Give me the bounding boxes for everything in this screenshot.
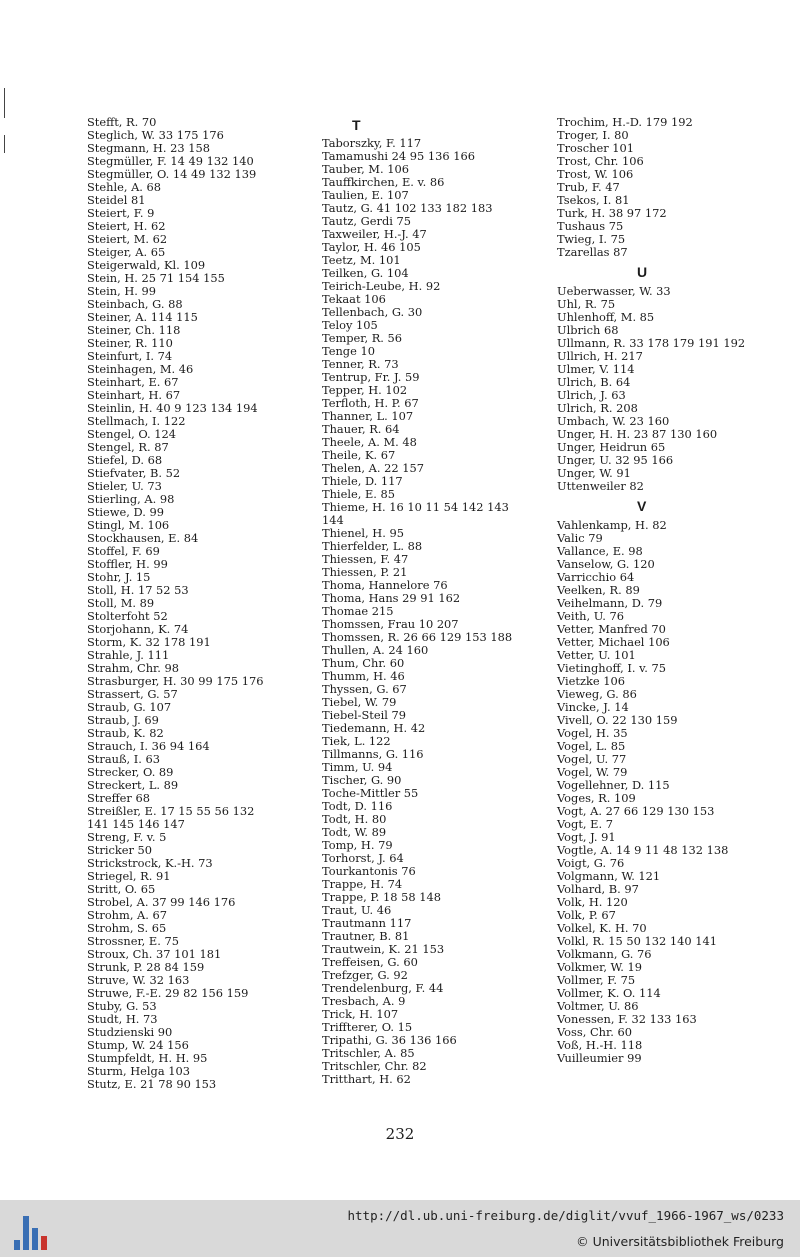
index-entry: Twieg, I. 75 [557,232,626,246]
index-entry: Stritt, O. 65 [87,882,156,896]
index-entry: Uhlenhoff, M. 85 [557,310,655,324]
index-entry: Tresbach, A. 9 [322,994,406,1008]
index-entry: Stegmann, H. 23 158 [87,141,210,155]
index-entry: Voigt, G. 76 [557,856,625,870]
index-entry: Vivell, O. 22 130 159 [557,713,678,727]
index-entry: Thullen, A. 24 160 [322,643,429,657]
index-entry: Thyssen, G. 67 [322,682,407,696]
index-entry: Thomssen, Frau 10 207 [322,617,459,631]
index-entry: Steinfurt, I. 74 [87,349,173,363]
index-entry: Tourkantonis 76 [322,864,416,878]
index-entry: Ulrich, R. 208 [557,401,638,415]
index-entry: Stohr, J. 15 [87,570,151,584]
index-entry: 141 145 146 147 [87,817,185,831]
index-entry: Strossner, E. 75 [87,934,179,948]
index-entry: Storm, K. 32 178 191 [87,635,211,649]
index-entry: Stegmüller, F. 14 49 132 140 [87,154,254,168]
index-entry: Trendelenburg, F. 44 [322,981,444,995]
index-entry: Straub, J. 69 [87,713,159,727]
index-entry: Stellmach, I. 122 [87,414,186,428]
index-entry: Vietzke 106 [557,674,625,688]
index-entry: Vonessen, F. 32 133 163 [557,1012,697,1026]
index-entry: Teilken, G. 104 [322,266,409,280]
index-entry: Traut, U. 46 [322,903,392,917]
index-entry: Thieme, H. 16 10 11 54 142 143 [322,500,509,514]
index-entry: Veelken, R. 89 [557,583,640,597]
index-entry: Studt, H. 73 [87,1012,158,1026]
index-entry: Strauch, I. 36 94 164 [87,739,210,753]
index-entry: Tauffkirchen, E. v. 86 [322,175,445,189]
index-entry: Tritthart, H. 62 [322,1072,411,1086]
index-entry: Steiger, A. 65 [87,245,166,259]
index-entry: Trochim, H.-D. 179 192 [557,115,693,129]
index-entry: Strecker, O. 89 [87,765,174,779]
index-entry: Streng, F. v. 5 [87,830,167,844]
index-entry: Vollmer, K. O. 114 [557,986,661,1000]
index-entry: Steinhart, H. 67 [87,388,181,402]
index-entry: Tellenbach, G. 30 [322,305,423,319]
index-entry: Volhard, B. 97 [557,882,639,896]
index-entry: Voltmer, U. 86 [557,999,639,1013]
index-entry: Tamamushi 24 95 136 166 [322,149,476,163]
index-entry: Tritschler, Chr. 82 [322,1059,427,1073]
index-entry: Thum, Chr. 60 [322,656,405,670]
index-entry: Volkl, R. 15 50 132 140 141 [557,934,717,948]
index-entry: Steigerwald, Kl. 109 [87,258,206,272]
index-entry: Steiert, F. 9 [87,206,155,220]
index-entry: Temper, R. 56 [322,331,403,345]
index-entry: Voges, R. 109 [557,791,636,805]
index-entry: Todt, D. 116 [322,799,393,813]
index-entry: Storjohann, K. 74 [87,622,189,636]
index-entry: Thoma, Hannelore 76 [322,578,448,592]
index-entry: Treffeisen, G. 60 [322,955,418,969]
index-entry: Vuilleumier 99 [557,1051,642,1065]
index-entry: Volkmer, W. 19 [557,960,643,974]
index-entry: Vogel, U. 77 [557,752,627,766]
scan-margin-mark [4,88,5,118]
index-entry: Stiewe, D. 99 [87,505,164,519]
index-entry: Todt, H. 80 [322,812,387,826]
index-entry: Vincke, J. 14 [557,700,629,714]
index-entry: Teirich-Leube, H. 92 [322,279,441,293]
index-entry: Vogt, A. 27 66 129 130 153 [557,804,715,818]
index-entry: Todt, W. 89 [322,825,387,839]
index-entry: Tautz, Gerdi 75 [322,214,411,228]
index-entry: Voss, Chr. 60 [557,1025,632,1039]
index-entry: Tiedemann, H. 42 [322,721,426,735]
index-entry: Stutz, E. 21 78 90 153 [87,1077,217,1091]
index-entry: Ulrich, J. 63 [557,388,626,402]
index-entry: Streckert, L. 89 [87,778,179,792]
index-entry: Tritschler, A. 85 [322,1046,415,1060]
index-entry: Turk, H. 38 97 172 [557,206,667,220]
index-entry: Stengel, O. 124 [87,427,177,441]
index-entry: Vallance, E. 98 [557,544,643,558]
index-entry: Taulien, E. 107 [322,188,409,202]
index-entry: Vogtle, A. 14 9 11 48 132 138 [557,843,729,857]
index-entry: Tushaus 75 [557,219,624,233]
index-entry: Volkel, K. H. 70 [557,921,647,935]
index-entry: Trautner, B. 81 [322,929,410,943]
index-entry: Stefft, R. 70 [87,115,157,129]
index-entry: Tsekos, I. 81 [557,193,630,207]
index-entry: Uttenweiler 82 [557,479,644,493]
index-entry: Tautz, G. 41 102 133 182 183 [322,201,493,215]
index-entry: Tomp, H. 79 [322,838,393,852]
index-entry: Thiessen, P. 21 [322,565,408,579]
index-entry: Trappe, P. 18 58 148 [322,890,441,904]
index-entry: Teetz, M. 101 [322,253,401,267]
index-entry: Stiefel, D. 68 [87,453,163,467]
index-entry: Troger, I. 80 [557,128,629,142]
index-entry: Tauber, M. 106 [322,162,409,176]
index-entry: Steiner, A. 114 115 [87,310,198,324]
footer-copyright: © Universitätsbibliothek Freiburg [576,1234,784,1249]
index-entry: Triffterer, O. 15 [322,1020,413,1034]
index-entry: Trautmann 117 [322,916,412,930]
index-entry: Thumm, H. 46 [322,669,405,683]
index-entry: Tenner, R. 73 [322,357,399,371]
index-entry: Thiele, E. 85 [322,487,395,501]
index-entry: Teloy 105 [322,318,378,332]
index-entry: Tepper, H. 102 [322,383,408,397]
index-entry: Trost, Chr. 106 [557,154,644,168]
section-heading-t: T [352,117,361,133]
index-entry: Tiek, L. 122 [322,734,391,748]
index-entry: Trost, W. 106 [557,167,634,181]
index-entry: Theele, A. M. 48 [322,435,417,449]
index-entry: Steiner, R. 110 [87,336,173,350]
index-column-3 [557,116,797,1065]
index-column-2 [322,117,542,1086]
index-entry: Steidel 81 [87,193,146,207]
index-entry: Unger, Heidrun 65 [557,440,666,454]
footer-bar [0,1200,800,1257]
index-entry: Taxweiler, H.-J. 47 [322,227,427,241]
index-entry: Terfloth, H. P. 67 [322,396,419,410]
index-entry: Stumpfeldt, H. H. 95 [87,1051,208,1065]
index-entry: Vogel, H. 35 [557,726,628,740]
index-entry: Stockhausen, E. 84 [87,531,199,545]
index-entry: Strauß, I. 63 [87,752,161,766]
index-entry: Thauer, R. 64 [322,422,400,436]
footer-url[interactable]: http://dl.ub.uni-freiburg.de/diglit/vvuf_1966-1967_ws/0233 [347,1208,784,1223]
index-entry: Steinhart, E. 67 [87,375,179,389]
index-entry: Theile, K. 67 [322,448,396,462]
index-entry: Thelen, A. 22 157 [322,461,424,475]
index-entry: Taylor, H. 46 105 [322,240,421,254]
index-entry: Stoffel, F. 69 [87,544,160,558]
index-entry: Tiebel-Steil 79 [322,708,407,722]
index-entry: Steinhagen, M. 46 [87,362,194,376]
section-heading-v: V [637,498,647,514]
index-entry: Stroux, Ch. 37 101 181 [87,947,222,961]
index-entry: Stegmüller, O. 14 49 132 139 [87,167,257,181]
index-entry: Stump, W. 24 156 [87,1038,189,1052]
index-entry: Veith, U. 76 [557,609,625,623]
index-entry: Volgmann, W. 121 [557,869,661,883]
index-entry: Strickstrock, K.-H. 73 [87,856,213,870]
index-entry: Stein, H. 99 [87,284,157,298]
index-entry: Striegel, R. 91 [87,869,171,883]
index-entry: Troscher 101 [557,141,635,155]
index-entry: Vanselow, G. 120 [557,557,655,571]
index-entry: Strassert, G. 57 [87,687,178,701]
index-entry: Uhl, R. 75 [557,297,616,311]
section-heading-u: U [637,264,648,280]
index-entry: Strohm, S. 65 [87,921,167,935]
index-entry: Trappe, H. 74 [322,877,403,891]
index-entry: Timm, U. 94 [322,760,393,774]
index-entry: Taborszky, F. 117 [322,136,422,150]
index-entry: Tentrup, Fr. J. 59 [322,370,420,384]
index-entry: Steinlin, H. 40 9 123 134 194 [87,401,258,415]
index-entry: Vogt, E. 7 [557,817,613,831]
index-entry: Ullmann, R. 33 178 179 191 192 [557,336,746,350]
index-entry: Vetter, U. 101 [557,648,636,662]
index-entry: Strahm, Chr. 98 [87,661,179,675]
index-entry: Umbach, W. 23 160 [557,414,670,428]
index-entry: Vetter, Michael 106 [557,635,670,649]
index-entry: Stolterfoht 52 [87,609,168,623]
index-entry: Tekaat 106 [322,292,386,306]
index-entry: Ulbrich 68 [557,323,619,337]
index-entry: Volk, H. 120 [557,895,628,909]
index-entry: Volkmann, G. 76 [557,947,652,961]
index-entry: Strobel, A. 37 99 146 176 [87,895,236,909]
index-entry: Thienel, H. 95 [322,526,404,540]
index-entry: Tripathi, G. 36 136 166 [322,1033,457,1047]
index-entry: Vogel, W. 79 [557,765,628,779]
index-entry: Volk, P. 67 [557,908,616,922]
index-entry: Streffer 68 [87,791,150,805]
index-entry: Ullrich, H. 217 [557,349,643,363]
index-entry: Ueberwasser, W. 33 [557,284,671,298]
index-entry: Vogellehner, D. 115 [557,778,670,792]
index-entry: Tzarellas 87 [557,245,628,259]
index-entry: Thierfelder, L. 88 [322,539,423,553]
index-entry: Vahlenkamp, H. 82 [557,518,667,532]
index-entry: Strasburger, H. 30 99 175 176 [87,674,264,688]
index-entry: Tiebel, W. 79 [322,695,397,709]
index-entry: Trautwein, K. 21 153 [322,942,445,956]
index-entry: Stricker 50 [87,843,153,857]
index-entry: Unger, U. 32 95 166 [557,453,674,467]
index-entry: Tenge 10 [322,344,375,358]
index-entry: Strohm, A. 67 [87,908,168,922]
index-entry: Streißler, E. 17 15 55 56 132 [87,804,255,818]
index-entry: Struve, W. 32 163 [87,973,190,987]
index-entry: Straub, K. 82 [87,726,164,740]
index-entry: Ulrich, B. 64 [557,375,631,389]
index-entry: Steiert, M. 62 [87,232,168,246]
index-entry: Vogt, J. 91 [557,830,616,844]
index-entry: Stehle, A. 68 [87,180,162,194]
index-entry: Stein, H. 25 71 154 155 [87,271,225,285]
index-entry: Stuby, G. 53 [87,999,157,1013]
entries-v [557,519,797,1065]
index-entry: Thanner, L. 107 [322,409,414,423]
index-entry: Valic 79 [557,531,603,545]
index-entry: Thomssen, R. 26 66 129 153 188 [322,630,513,644]
index-entry: Steiner, Ch. 118 [87,323,181,337]
index-entry: Stengel, R. 87 [87,440,169,454]
index-entry: Trub, F. 47 [557,180,620,194]
index-entry: Vietinghoff, I. v. 75 [557,661,666,675]
index-entry: Thiele, D. 117 [322,474,403,488]
index-entry: Trefzger, G. 92 [322,968,408,982]
index-entry: Tillmanns, G. 116 [322,747,424,761]
index-entry: Ulmer, V. 114 [557,362,635,376]
index-entry: Struwe, F.-E. 29 82 156 159 [87,986,249,1000]
index-entry: 144 [322,513,344,527]
index-entry: Steiert, H. 62 [87,219,166,233]
index-entry: Stoll, M. 89 [87,596,155,610]
library-logo-icon [14,1210,50,1250]
index-entry: Stieler, U. 73 [87,479,162,493]
index-entry: Varricchio 64 [557,570,635,584]
index-entry: Vogel, L. 85 [557,739,626,753]
index-entry: Steinbach, G. 88 [87,297,183,311]
index-entry: Studzienski 90 [87,1025,173,1039]
index-entry: Thoma, Hans 29 91 162 [322,591,461,605]
index-entry: Thomae 215 [322,604,394,618]
entries-u [557,285,797,493]
entries-t-continued [557,116,797,259]
index-entry: Vieweg, G. 86 [557,687,637,701]
index-entry: Torhorst, J. 64 [322,851,404,865]
index-entry: Steglich, W. 33 175 176 [87,128,224,142]
index-entry: Unger, W. 91 [557,466,631,480]
index-entry: Strunk, P. 28 84 159 [87,960,205,974]
index-entry: Vetter, Manfred 70 [557,622,666,636]
index-entry: Stingl, M. 106 [87,518,170,532]
index-entry: Stoll, H. 17 52 53 [87,583,189,597]
index-column-1 [87,116,307,1091]
index-entry: Veihelmann, D. 79 [557,596,663,610]
index-entry: Straub, G. 107 [87,700,172,714]
page-number: 232 [385,1125,415,1143]
index-entry: Strahle, J. 111 [87,648,170,662]
index-entry: Voß, H.-H. 118 [557,1038,643,1052]
index-entry: Unger, H. H. 23 87 130 160 [557,427,718,441]
index-entry: Stierling, A. 98 [87,492,175,506]
index-entry: Stoffler, H. 99 [87,557,168,571]
index-entry: Toche-Mittler 55 [322,786,419,800]
index-entry: Thiessen, F. 47 [322,552,409,566]
index-entry: Stiefvater, B. 52 [87,466,181,480]
index-entry: Trick, H. 107 [322,1007,399,1021]
index-entry: Vollmer, F. 75 [557,973,636,987]
index-entry: Sturm, Helga 103 [87,1064,190,1078]
index-entry: Tischer, G. 90 [322,773,402,787]
scan-margin-mark [4,135,5,153]
